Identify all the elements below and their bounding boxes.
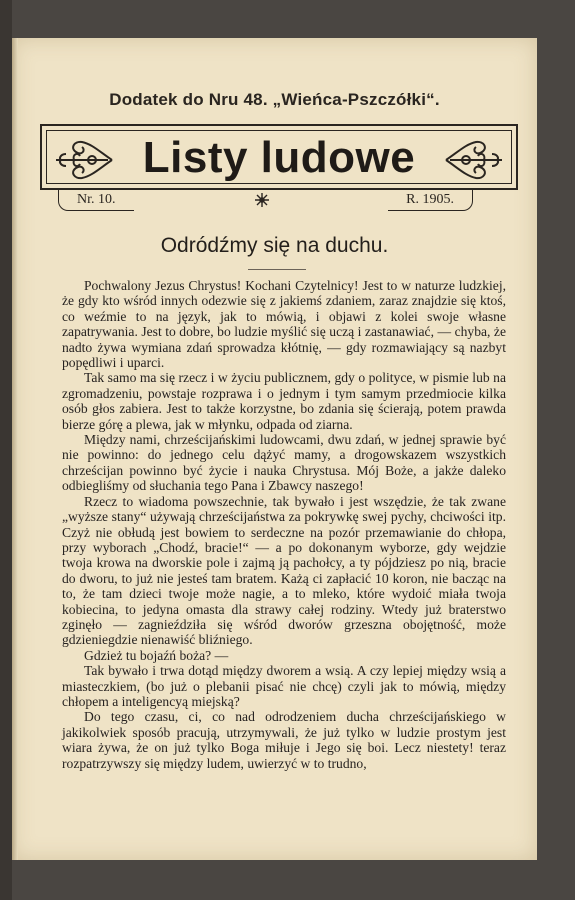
issue-year: R. 1905. (388, 190, 473, 211)
newspaper-page (12, 38, 537, 860)
ornament-right-icon (442, 132, 506, 188)
star-ornament-icon (254, 192, 270, 208)
article-paragraph: Tak samo ma się rzecz i w życiu publicznem, gdy o polityce, w pismie lub na zgromadzeniu, powstaje rozprawa i o jednym i tym samym przedmiocie kilka osób głos zabiera. Jest to także korzystne, bo zdania się ścierają, potem prawda bierze górę a plewa, jak w młynku, odpada od ziarna. (62, 370, 506, 432)
page-edge-shadow (12, 38, 18, 860)
masthead-title: Listy ludowe (142, 133, 416, 182)
article-paragraph: Między nami, chrześcijańskimi ludowcami, dwu zdań, w jednej sprawie być nie powinno: do jednego celu dążyć mamy, a drogowskazem wszystkich chrześcijan powinno być życie i nauka Chrystusa. Mój Boże, a jakże daleko odbiegliśmy od słuchania tego Pana i Zbawcy naszego! (62, 432, 506, 494)
ornament-left-icon (52, 132, 116, 188)
scan-margin (0, 0, 12, 900)
supplement-line: Dodatek do Nru 48. „Wieńca-Pszczółki“. (109, 90, 440, 109)
article-paragraph: Pochwalony Jezus Chrystus! Kochani Czytelnicy! Jest to w naturze ludzkiej, że gdy kto wśród innych odezwie się z jakiemś zdaniem, zaraz znajdzie się ktoś, co weźmie to na język, jak to mówią, i objawi z kolei swoje własne zapatrywania. Jest to dobre, bo ludzie myślić się uczą i zastanawiać, — chyba, że nadto żywa wymiana zdań sprowadza kłótnię, — gdy rozmawiający są nazbyt popędliwi i uparci. (62, 278, 506, 371)
heading-rule (248, 269, 306, 270)
article-body (62, 278, 506, 771)
article-paragraph: Rzecz to wiadoma powszechnie, tak bywało i jest wszędzie, że tak zwane „wyższe stany“ używają chrześcijaństwa za pokrywkę swej pychy, chciwości itp. Czyż nie obłudą jest bowiem to serdeczne na pozór przemawianie do chłopa, przy wyborach „Chodź, bracie!“ — a po dokonanym wyborze, gdy wejdzie twoja krowa na dworskie pole i zajmą ją pachołcy, a ty pójdziesz po nią, bracie do dworu, to już nie jesteś tam bratem. Każą ci zapłacić 10 koron, nie bacząc na to, że tam dzieci twoje może nagie, a to mleko, które wydoić miała twoja kobiecina, to jedyna omasta dla strawy całej rodziny. Wtedy już braterstwo zginęło — zagnieździła się wśród dworów grzeszna obojętność, może gdzieniegdzie nienawiść bliźniego. (62, 493, 506, 648)
masthead (40, 124, 518, 190)
article-paragraph: Do tego czasu, ci, co nad odrodzeniem ducha chrześcijańskiego w jakikolwiek sposób pracują, utrzymywali, że już tylko w ludzie prostym jest wiara żywa, że on już tylko Boga miłuje i Jego się boi. Lecz niestety! teraz rozpatrzywszy się między ludem, uwierzyć w to trudno, (62, 709, 506, 771)
issue-number: Nr. 10. (58, 190, 134, 211)
article-heading: Odródźmy się na duchu. (160, 234, 389, 257)
article-paragraph: Gdzież tu bojaźń boża? — (84, 647, 229, 663)
article-paragraph: Tak bywało i trwa dotąd między dworem a wsią. A czy lepiej między wsią a miasteczkiem, (bo już o plebanii pisać nie chcę) czyli jak to mówią, między chłopem a inteligencyą miejską? (62, 663, 506, 709)
